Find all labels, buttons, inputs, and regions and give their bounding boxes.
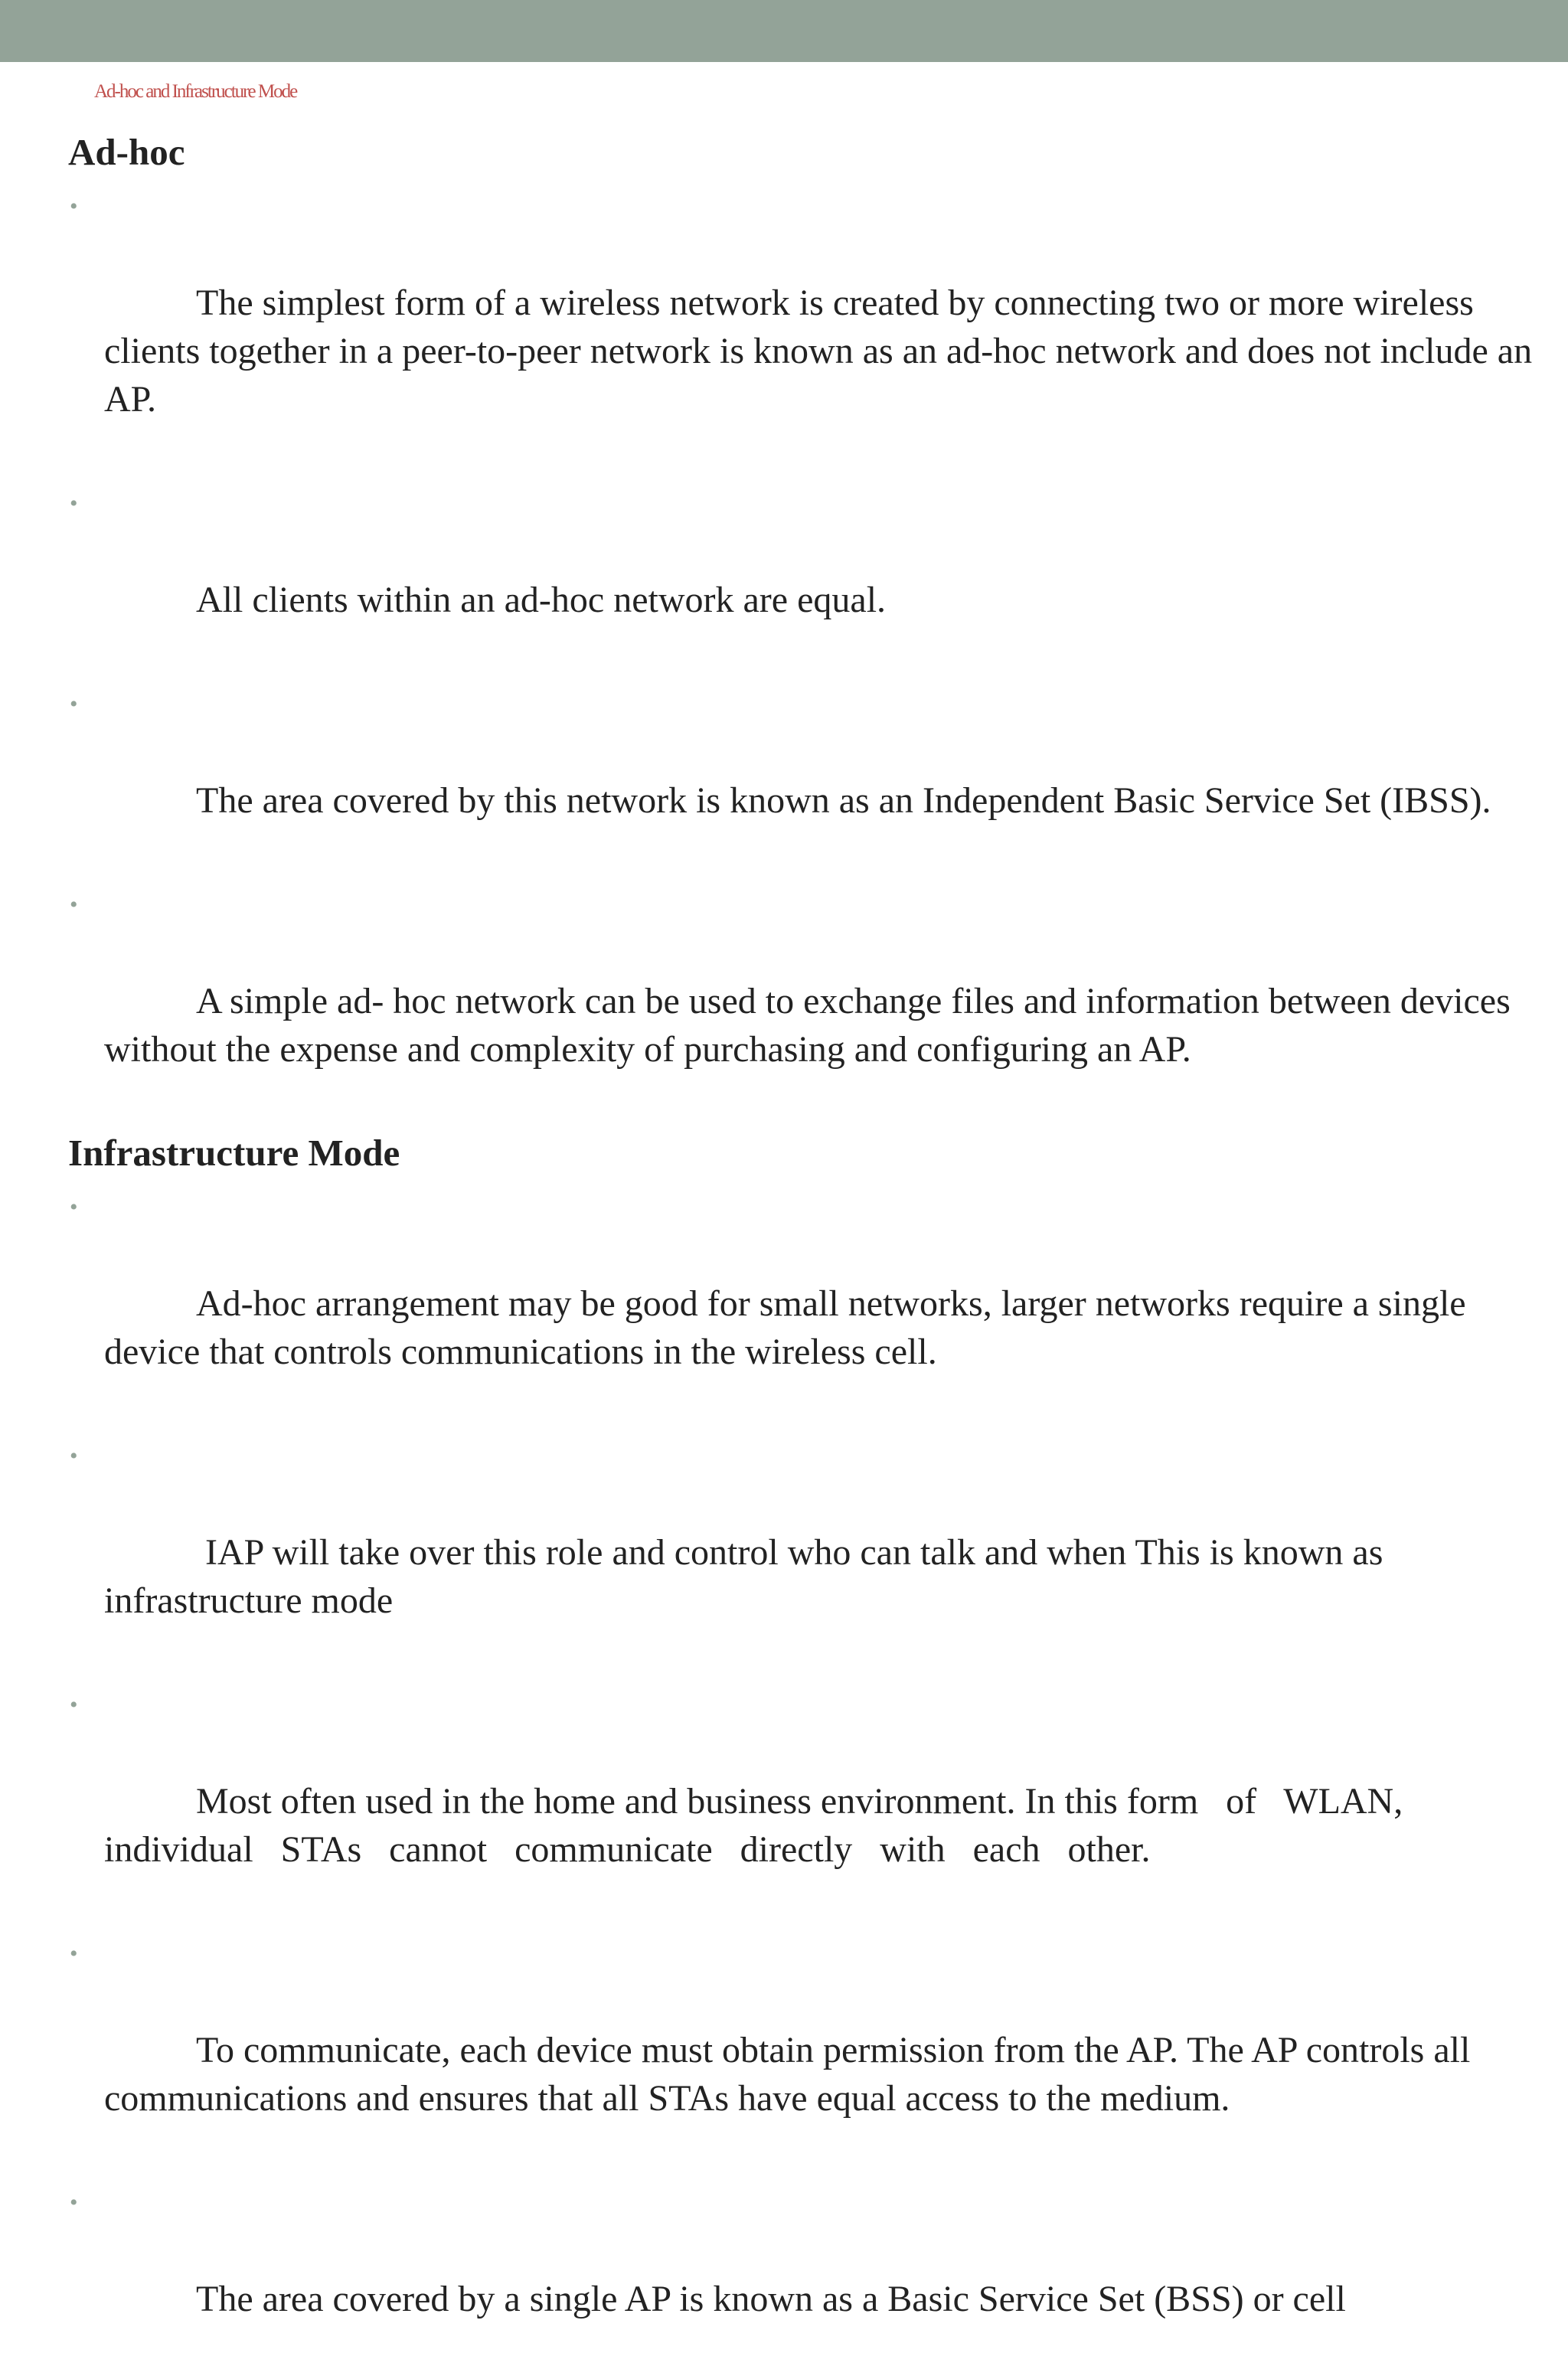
bullet-item	[68, 1930, 1538, 2171]
bullet-text: All clients within an ad-hoc network are equal.	[196, 580, 887, 620]
bullet-icon: •	[70, 2190, 78, 2215]
bullet-icon: •	[70, 491, 78, 516]
bullet-text: The simplest form of a wireless network is created by connecting two or more wireless clients together in a peer-to-peer network is known as an ad-hoc network and does not include an AP.	[104, 283, 1540, 420]
section-heading: Ad-hoc	[68, 131, 185, 173]
bullet-icon: •	[70, 691, 78, 717]
bullet-text: The area covered by a single AP is known as a Basic Service Set (BSS) or cell	[196, 2279, 1346, 2319]
slide-title: Ad-hoc and Infrastructure Mode	[94, 81, 297, 102]
bullet-text: The area covered by this network is known as an Independent Basic Service Set (IBSS).	[196, 780, 1491, 821]
bullet-text: To communicate, each device must obtain permission from the AP. The AP controls all communications and ensures that all STAs have equal access to the medium.	[104, 2030, 1480, 2119]
bullet-text: Most often used in the home and business environment. In this form of WLAN, individual STAs cannot communicate directly with each other.	[104, 1781, 1413, 1870]
section-heading: Infrastructure Mode	[68, 1132, 400, 1174]
bullet-item	[68, 1432, 1538, 1673]
bullet-icon: •	[70, 194, 78, 219]
bullet-icon: •	[70, 1194, 78, 1220]
bullet-item	[68, 2178, 1538, 2371]
bullet-list	[68, 1183, 1538, 2371]
bullet-item	[68, 479, 1538, 672]
bullet-text: A simple ad- hoc network can be used to exchange files and information between devices without the expense and complexity of purchasing and configuring an AP.	[104, 981, 1520, 1070]
section-infrastructure-mode	[68, 1129, 1538, 2371]
section-ad-hoc	[68, 129, 1538, 1122]
bullet-text: Ad-hoc arrangement may be good for small networks, larger networks require a single device that controls communications in the wireless cell.	[104, 1283, 1475, 1372]
bullet-text: IAP will take over this role and control who can talk and when This is known as infrastructure mode	[104, 1532, 1393, 1621]
bullet-item	[68, 680, 1538, 873]
slide-content	[68, 126, 1538, 2379]
bullet-item	[68, 1183, 1538, 1424]
bullet-icon: •	[70, 1692, 78, 1717]
bullet-icon: •	[70, 1941, 78, 1966]
bullet-item	[68, 1681, 1538, 1922]
bullet-icon: •	[70, 1443, 78, 1469]
bullet-icon: •	[70, 892, 78, 917]
bullet-item	[68, 182, 1538, 472]
bullet-list	[68, 182, 1538, 1122]
bullet-item	[68, 881, 1538, 1122]
top-band	[0, 0, 1568, 62]
